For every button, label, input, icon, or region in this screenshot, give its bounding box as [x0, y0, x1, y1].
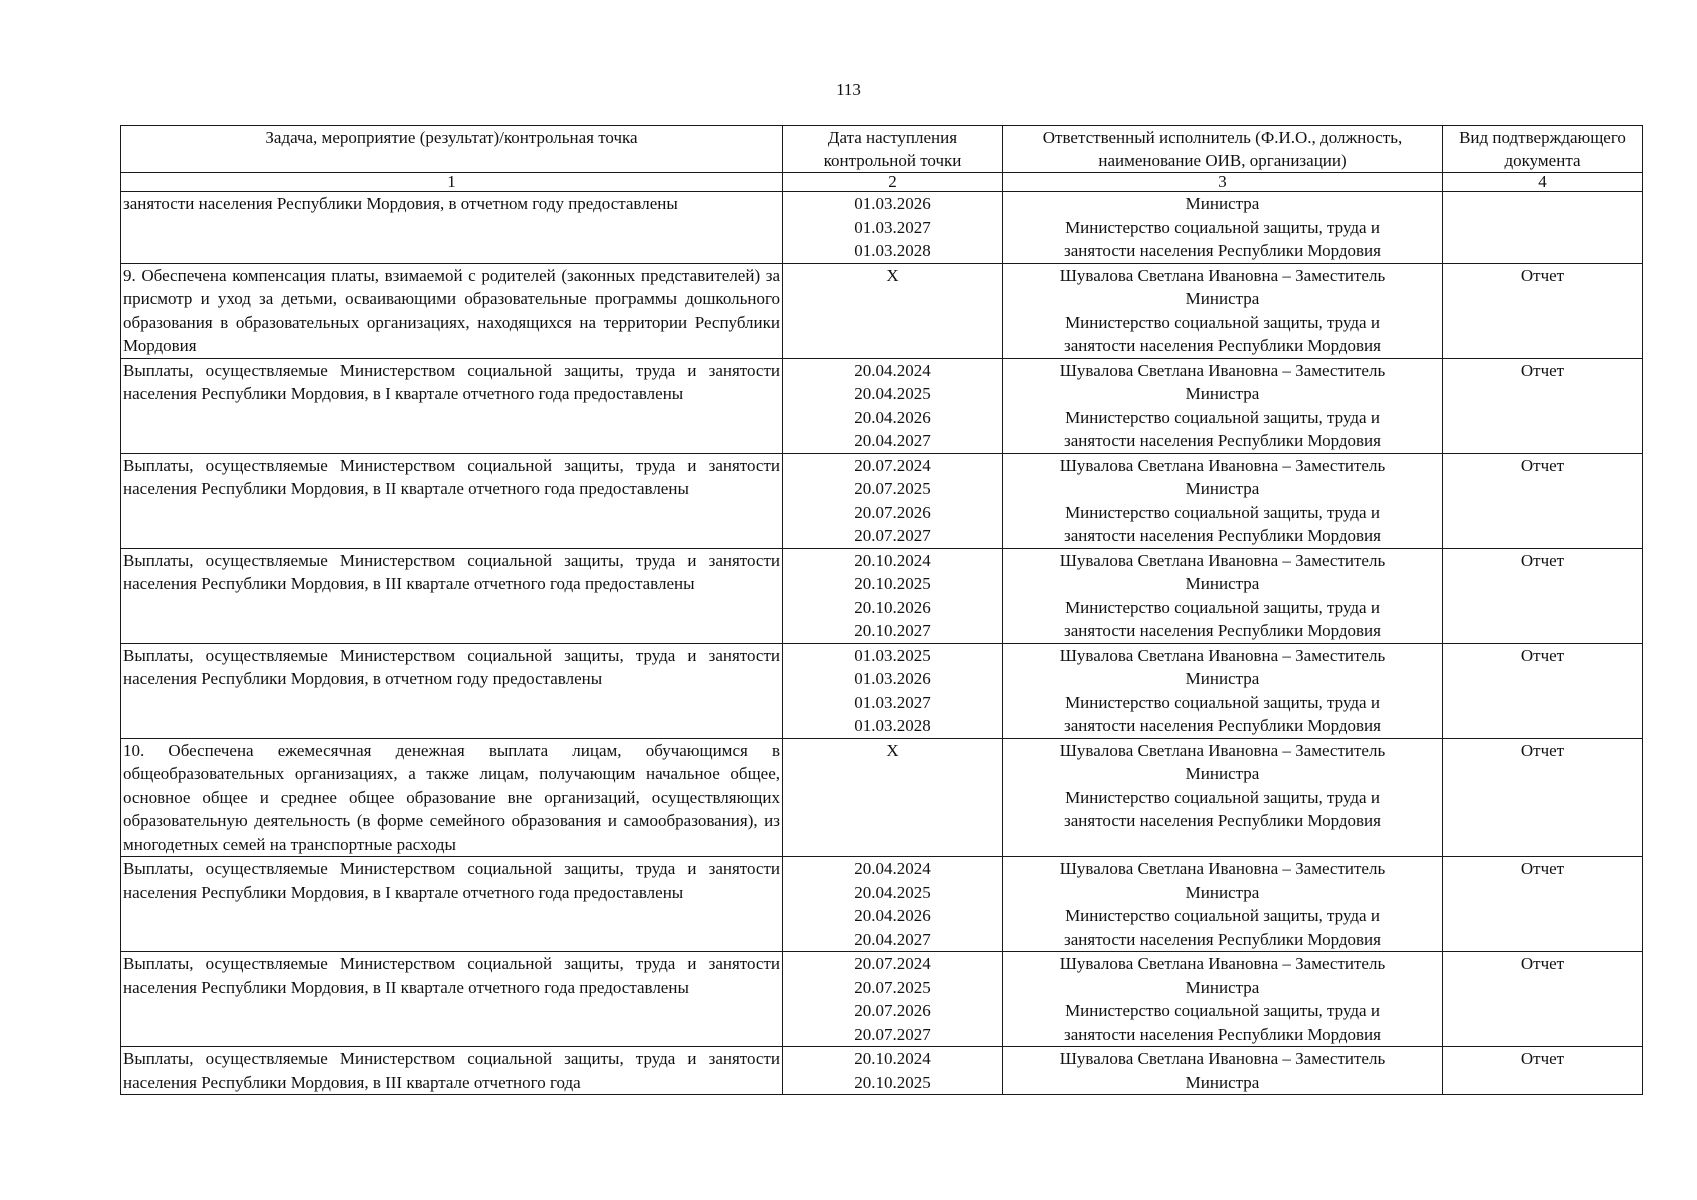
column-number-3: 3 [1003, 173, 1443, 192]
control-date: 01.03.2027 [854, 692, 931, 712]
date-cell [783, 548, 1003, 643]
task-cell: Выплаты, осуществляемые Министерством социальной защиты, труда и занятости населения Республики Мордовия, в II квартале отчетного года предоставлены [121, 952, 783, 1047]
task-cell: занятости населения Республики Мордовия, в отчетном году предоставлены [121, 192, 783, 264]
table-row [121, 453, 1643, 548]
document-cell: Отчет [1443, 738, 1643, 857]
task-cell: Выплаты, осуществляемые Министерством социальной защиты, труда и занятости населения Республики Мордовия, в отчетном году предоставлены [121, 643, 783, 738]
responsible-line: Министерство социальной защиты, труда и [1065, 692, 1380, 712]
control-date: 20.10.2024 [854, 550, 931, 570]
document-cell: Отчет [1443, 358, 1643, 453]
responsible-line: Министра [1185, 669, 1260, 688]
date-cell [783, 263, 1003, 358]
control-date: 01.03.2026 [854, 669, 931, 688]
control-date: 01.03.2026 [854, 194, 931, 213]
responsible-line: Министерство социальной защиты, труда и [1065, 787, 1380, 807]
task-cell: Выплаты, осуществляемые Министерством социальной защиты, труда и занятости населения Республики Мордовия, в I квартале отчетного года предоставлены [121, 358, 783, 453]
control-points-table [120, 125, 1643, 1095]
task-cell: Выплаты, осуществляемые Министерством социальной защиты, труда и занятости населения Республики Мордовия, в III квартале отчетного года предоставлены [121, 548, 783, 643]
responsible-cell [1003, 952, 1443, 1047]
responsible-cell [1003, 192, 1443, 264]
control-date: 01.03.2028 [854, 716, 931, 735]
header-date: Дата наступления контрольной точки [783, 126, 1003, 173]
task-cell: Выплаты, осуществляемые Министерством социальной защиты, труда и занятости населения Республики Мордовия, в I квартале отчетного года предоставлены [121, 857, 783, 952]
document-cell [1443, 192, 1643, 264]
control-date: Х [886, 265, 899, 285]
control-date: 01.03.2028 [854, 241, 931, 260]
column-number-1: 1 [121, 173, 783, 192]
table-row [121, 192, 1643, 264]
responsible-cell [1003, 643, 1443, 738]
responsible-cell [1003, 548, 1443, 643]
responsible-line: Министра [1185, 479, 1260, 498]
document-cell: Отчет [1443, 857, 1643, 952]
control-date: 20.04.2026 [854, 407, 931, 427]
document-cell: Отчет [1443, 453, 1643, 548]
control-date: 20.07.2026 [854, 1001, 931, 1020]
control-date: 20.04.2025 [854, 882, 931, 902]
date-cell [783, 952, 1003, 1047]
responsible-line: занятости населения Республики Мордовия [1064, 336, 1381, 355]
responsible-line: занятости населения Республики Мордовия [1064, 1024, 1381, 1044]
responsible-line: занятости населения Республики Мордовия [1064, 929, 1381, 949]
responsible-line: Министерство социальной защиты, труда и [1065, 1001, 1380, 1020]
control-date: 20.04.2026 [854, 906, 931, 925]
responsible-line: Шувалова Светлана Ивановна – Заместитель [1059, 360, 1386, 380]
responsible-line: Шувалова Светлана Ивановна – Заместитель [1059, 859, 1386, 878]
control-date: Х [886, 740, 899, 760]
date-cell [783, 738, 1003, 857]
table-row [121, 857, 1643, 952]
task-cell: 10. Обеспечена ежемесячная денежная выплата лицам, обучающимся в общеобразовательных организациях, а также лицам, получающим начальное общее, основное общее и среднее общее образование вне организаций, осуществляющих образовательную деятельность (в форме семейного образования и самообразования), из многодетных семей на транспортные расходы [121, 738, 783, 857]
date-cell [783, 358, 1003, 453]
table-row [121, 738, 1643, 857]
document-cell: Отчет [1443, 548, 1643, 643]
responsible-line: занятости населения Республики Мордовия [1064, 241, 1381, 260]
responsible-line: занятости населения Республики Мордовия [1064, 621, 1381, 640]
table-row [121, 1047, 1643, 1095]
responsible-line: Министерство социальной защиты, труда и [1065, 407, 1380, 427]
header-responsible: Ответственный исполнитель (Ф.И.О., должность, наименование ОИВ, организации) [1003, 126, 1443, 173]
control-date: 20.04.2024 [854, 360, 931, 380]
document-cell: Отчет [1443, 643, 1643, 738]
control-date: 20.10.2024 [854, 1049, 931, 1068]
control-date: 20.10.2027 [854, 621, 931, 640]
header-task: Задача, мероприятие (результат)/контрольная точка [121, 126, 783, 173]
control-date: 20.10.2025 [854, 574, 931, 593]
date-cell [783, 643, 1003, 738]
responsible-line: занятости населения Республики Мордовия [1064, 811, 1381, 830]
responsible-line: занятости населения Республики Мордовия [1064, 526, 1381, 545]
responsible-line: Министра [1185, 882, 1260, 902]
responsible-line: Шувалова Светлана Ивановна – Заместитель [1059, 740, 1386, 760]
responsible-line: Шувалова Светлана Ивановна – Заместитель [1059, 265, 1386, 285]
responsible-line: Министра [1185, 194, 1260, 213]
task-cell: Выплаты, осуществляемые Министерством социальной защиты, труда и занятости населения Республики Мордовия, в III квартале отчетного года [121, 1047, 783, 1095]
control-date: 01.03.2025 [854, 645, 931, 665]
responsible-line: Министра [1185, 384, 1260, 403]
date-cell [783, 857, 1003, 952]
table-row [121, 548, 1643, 643]
control-date: 20.04.2027 [854, 431, 931, 450]
table-header-row [121, 126, 1643, 173]
responsible-line: Шувалова Светлана Ивановна – Заместитель [1059, 1049, 1386, 1068]
responsible-line: Министра [1185, 977, 1260, 997]
responsible-line: Министерство социальной защиты, труда и [1065, 597, 1380, 617]
control-date: 20.04.2024 [854, 859, 931, 878]
responsible-line: Шувалова Светлана Ивановна – Заместитель [1059, 455, 1386, 475]
control-date: 20.07.2024 [854, 954, 931, 973]
responsible-line: Министерство социальной защиты, труда и [1065, 502, 1380, 522]
control-date: 20.07.2025 [854, 977, 931, 997]
control-date: 20.07.2024 [854, 455, 931, 475]
document-cell: Отчет [1443, 1047, 1643, 1095]
responsible-cell [1003, 1047, 1443, 1095]
document-cell: Отчет [1443, 952, 1643, 1047]
responsible-line: Министра [1185, 764, 1260, 783]
responsible-cell [1003, 857, 1443, 952]
responsible-line: занятости населения Республики Мордовия [1064, 431, 1381, 450]
header-document: Вид подтверждающего документа [1443, 126, 1643, 173]
responsible-line: Шувалова Светлана Ивановна – Заместитель [1059, 645, 1386, 665]
responsible-line: Министерство социальной защиты, труда и [1065, 217, 1380, 237]
responsible-line: Шувалова Светлана Ивановна – Заместитель [1059, 954, 1386, 973]
table-row [121, 643, 1643, 738]
control-date: 01.03.2027 [854, 217, 931, 237]
responsible-line: Министра [1185, 289, 1260, 308]
table-row [121, 952, 1643, 1047]
column-number-4: 4 [1443, 173, 1643, 192]
task-cell: 9. Обеспечена компенсация платы, взимаемой с родителей (законных представителей) за присмотр и уход за детьми, осваивающими образовательные программы дошкольного образования в образовательных организациях, находящихся на территории Республики Мордовия [121, 263, 783, 358]
column-numbers-row [121, 173, 1643, 192]
responsible-line: занятости населения Республики Мордовия [1064, 716, 1381, 735]
control-date: 20.10.2025 [854, 1072, 931, 1092]
responsible-cell [1003, 263, 1443, 358]
table-row [121, 263, 1643, 358]
document-cell: Отчет [1443, 263, 1643, 358]
table-body [121, 192, 1643, 1095]
control-date: 20.07.2027 [854, 526, 931, 545]
responsible-line: Министра [1185, 1072, 1260, 1092]
responsible-cell [1003, 738, 1443, 857]
date-cell [783, 192, 1003, 264]
responsible-line: Шувалова Светлана Ивановна – Заместитель [1059, 550, 1386, 570]
task-cell: Выплаты, осуществляемые Министерством социальной защиты, труда и занятости населения Республики Мордовия, в II квартале отчетного года предоставлены [121, 453, 783, 548]
table-row [121, 358, 1643, 453]
responsible-cell [1003, 358, 1443, 453]
responsible-line: Министерство социальной защиты, труда и [1065, 906, 1380, 925]
date-cell [783, 453, 1003, 548]
responsible-line: Министерство социальной защиты, труда и [1065, 312, 1380, 332]
control-date: 20.04.2027 [854, 929, 931, 949]
control-date: 20.10.2026 [854, 597, 931, 617]
responsible-cell [1003, 453, 1443, 548]
control-date: 20.04.2025 [854, 384, 931, 403]
column-number-2: 2 [783, 173, 1003, 192]
control-date: 20.07.2027 [854, 1024, 931, 1044]
responsible-line: Министра [1185, 574, 1260, 593]
page-number: 113 [836, 80, 861, 99]
date-cell [783, 1047, 1003, 1095]
control-date: 20.07.2026 [854, 502, 931, 522]
control-date: 20.07.2025 [854, 479, 931, 498]
